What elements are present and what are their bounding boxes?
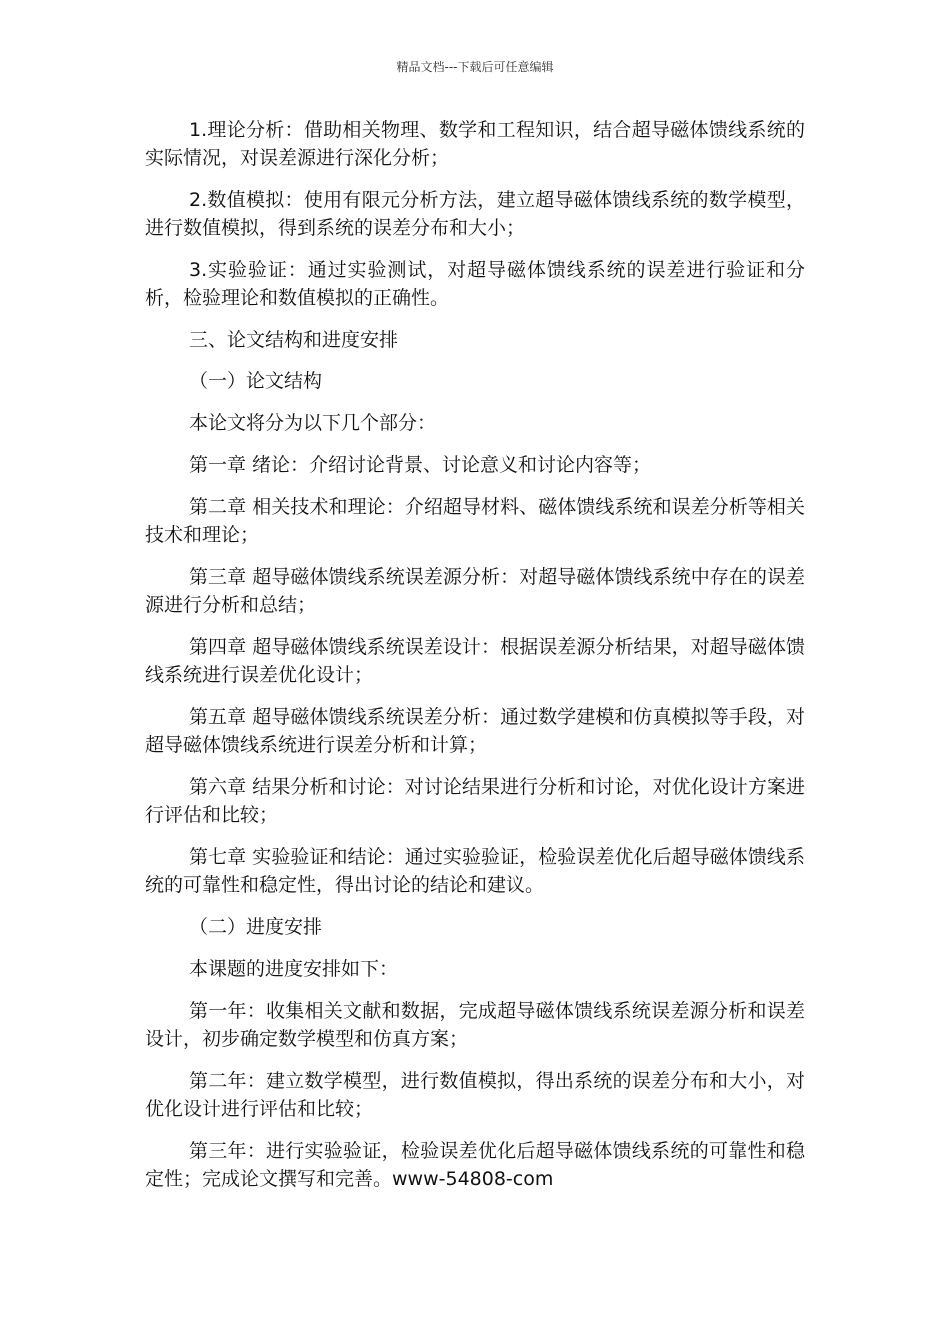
paragraph-chapter-1: 第一章 绪论：介绍讨论背景、讨论意义和讨论内容等； [189, 454, 652, 476]
paragraph-chapter-6: 第六章 结果分析和讨论：对讨论结果进行分析和讨论，对优化设计方案进行评估和比较； [145, 776, 805, 826]
paragraph-chapter-4: 第四章 超导磁体馈线系统误差设计：根据误差源分析结果，对超导磁体馈线系统进行误差优化设计； [145, 636, 805, 686]
paragraph-chapter-5: 第五章 超导磁体馈线系统误差分析：通过数学建模和仿真模拟等手段，对超导磁体馈线系统进行误差分析和计算； [145, 706, 805, 756]
paragraph-theory-analysis: 1.理论分析：借助相关物理、数学和工程知识，结合超导磁体馈线系统的实际情况，对误差源进行深化分析； [145, 119, 805, 169]
subsection-heading-thesis-structure: （一）论文结构 [189, 370, 323, 392]
subsection-heading-schedule: （二）进度安排 [189, 916, 323, 938]
section-heading-structure-schedule: 三、论文结构和进度安排 [189, 329, 399, 351]
paragraph-chapter-3: 第三章 超导磁体馈线系统误差源分析：对超导磁体馈线系统中存在的误差源进行分析和总结； [145, 566, 805, 616]
paragraph-numerical-simulation: 2.数值模拟：使用有限元分析方法，建立超导磁体馈线系统的数学模型，进行数值模拟，得到系统的误差分布和大小； [145, 189, 805, 239]
paragraph-year-1: 第一年：收集相关文献和数据，完成超导磁体馈线系统误差源分析和误差设计，初步确定数学模型和仿真方案； [145, 1000, 805, 1050]
page-header: 精品文档---下载后可任意编辑 [396, 60, 554, 74]
paragraph-year-3: 第三年：进行实验验证，检验误差优化后超导磁体馈线系统的可靠性和稳定性；完成论文撰写和完善。www-54808-com [145, 1140, 805, 1190]
document-body [145, 116, 805, 1207]
paragraph-structure-intro: 本论文将分为以下几个部分： [189, 412, 437, 434]
paragraph-chapter-7: 第七章 实验验证和结论：通过实验验证，检验误差优化后超导磁体馈线系统的可靠性和稳定性，得出讨论的结论和建议。 [145, 846, 805, 896]
paragraph-year-2: 第二年：建立数学模型，进行数值模拟，得出系统的误差分布和大小，对优化设计进行评估和比较； [145, 1070, 805, 1120]
paragraph-chapter-2: 第二章 相关技术和理论：介绍超导材料、磁体馈线系统和误差分析等相关技术和理论； [145, 496, 805, 546]
paragraph-experimental-verification: 3.实验验证：通过实验测试，对超导磁体馈线系统的误差进行验证和分析，检验理论和数值模拟的正确性。 [145, 259, 805, 309]
paragraph-schedule-intro: 本课题的进度安排如下： [189, 958, 399, 980]
